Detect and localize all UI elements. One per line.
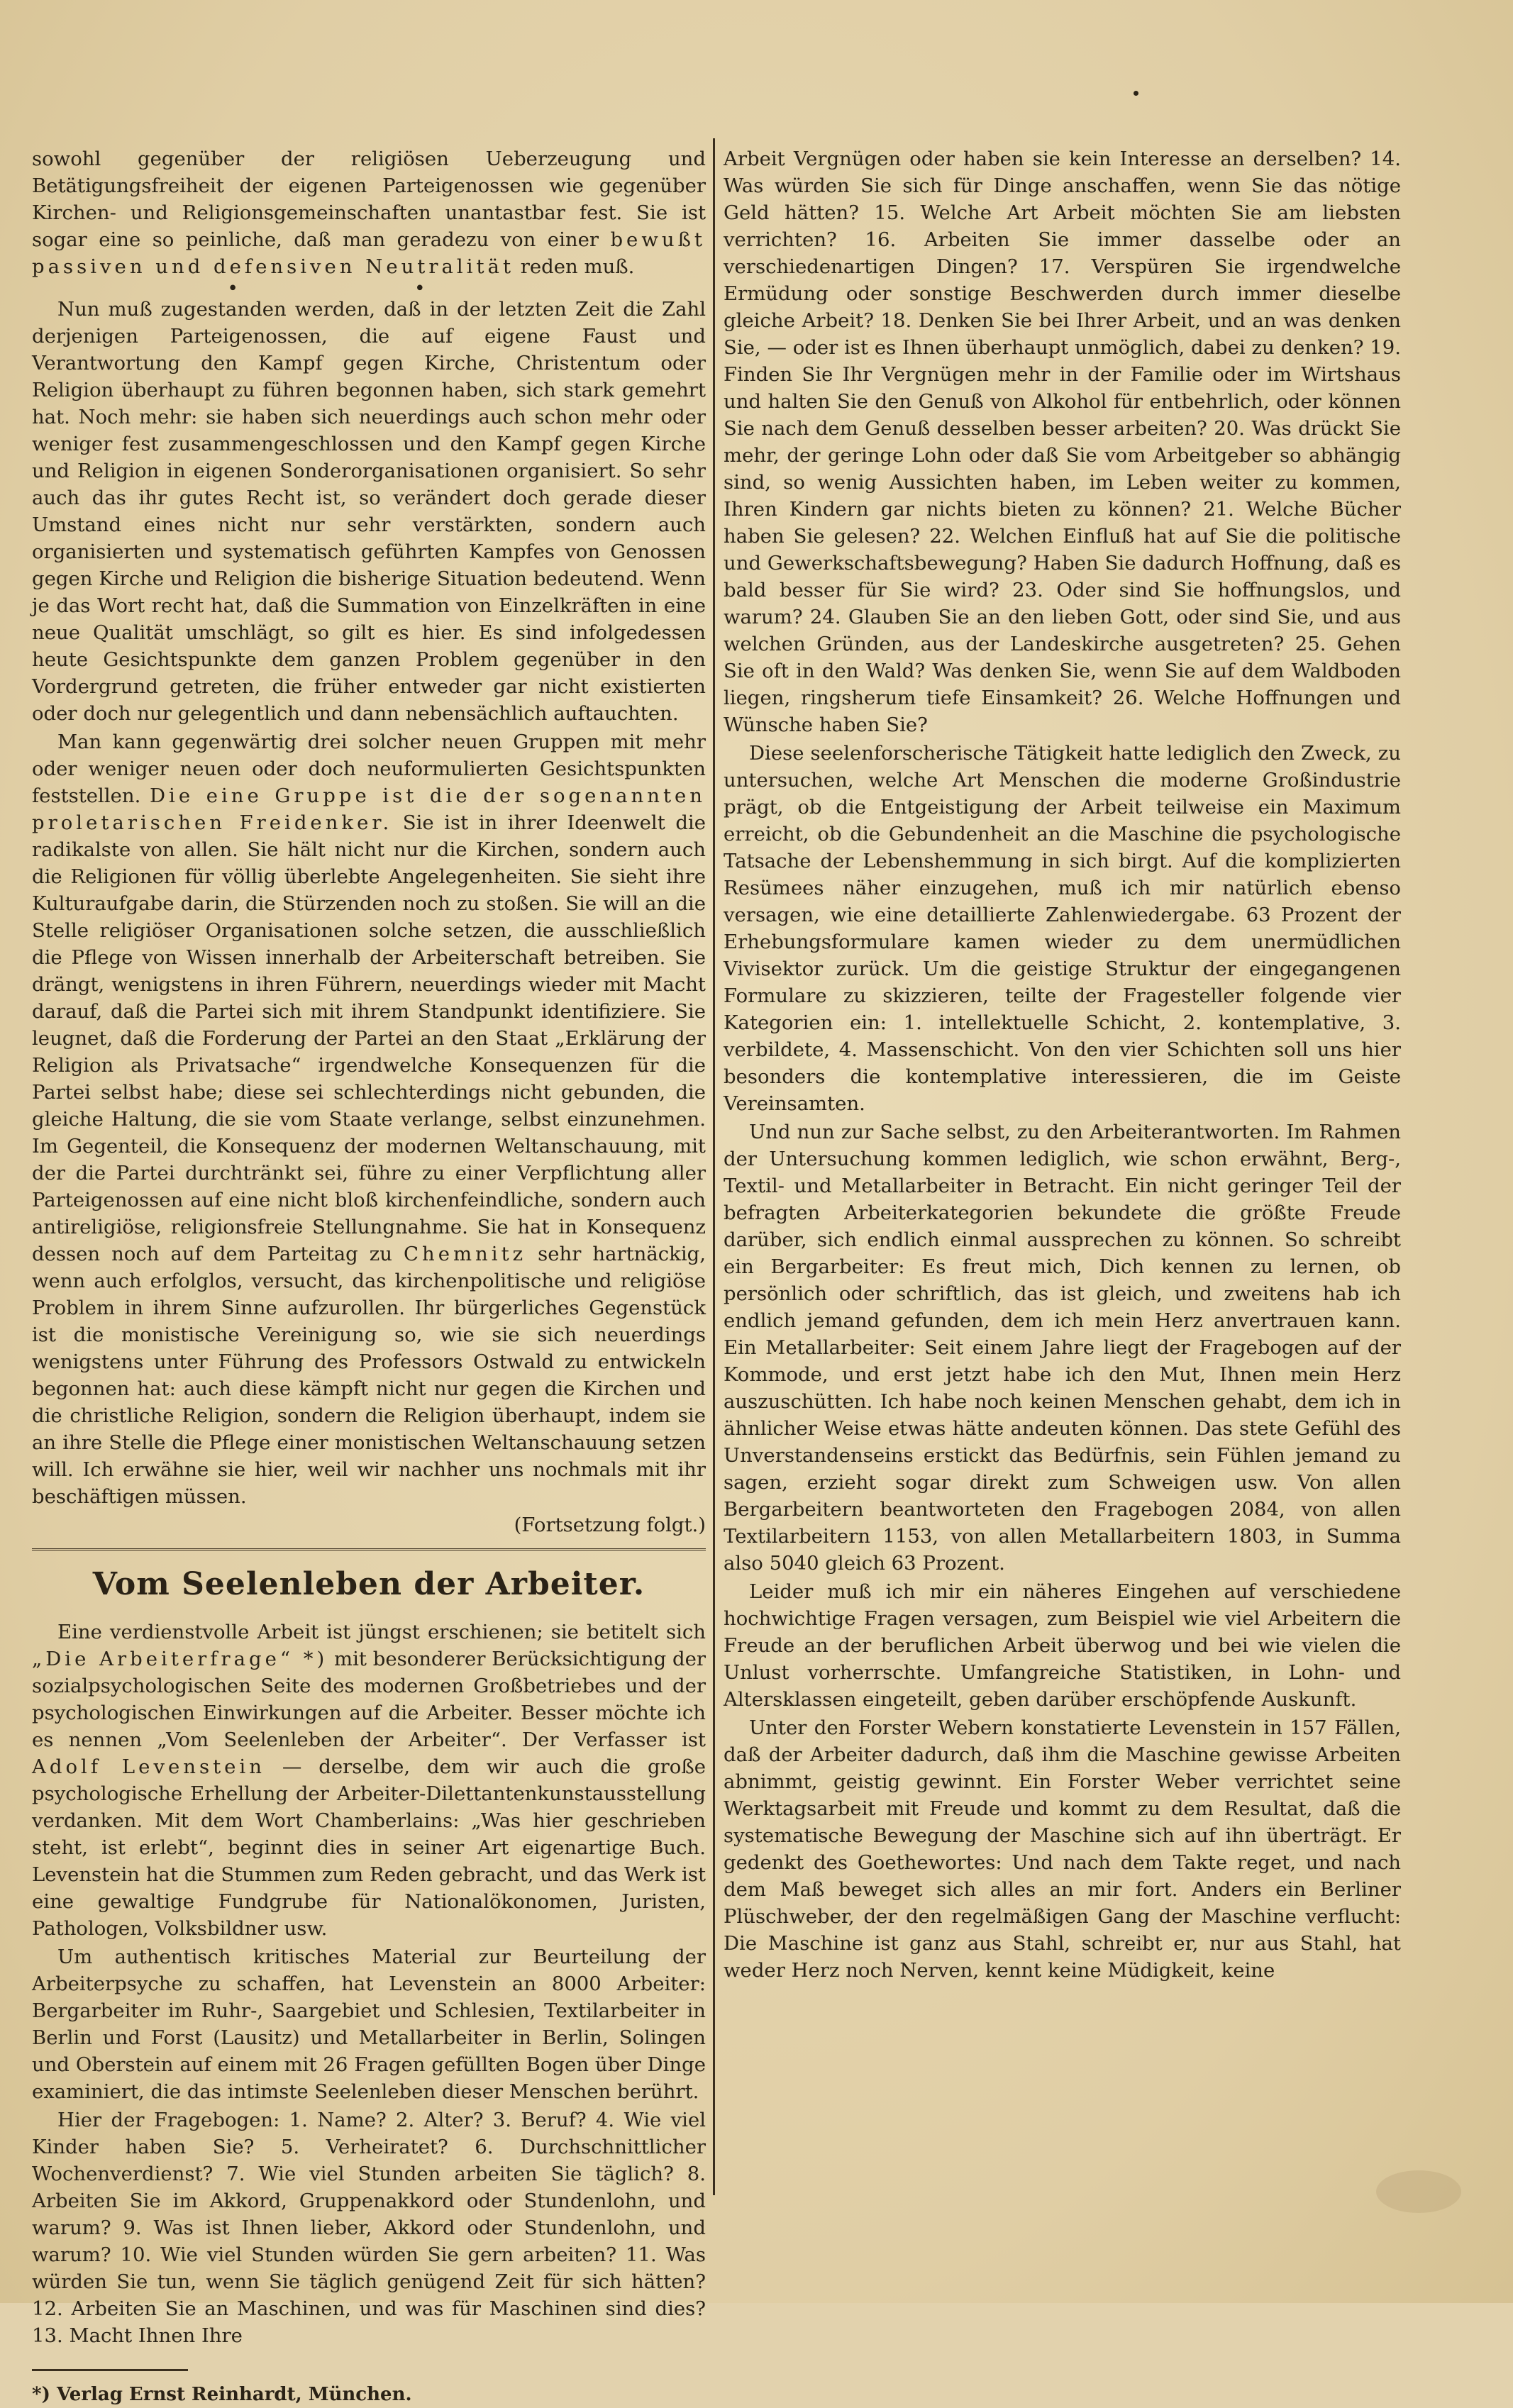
continued-note: (Fortsetzung folgt.) [514, 1514, 706, 1536]
right-column [724, 145, 1401, 2197]
left-column [32, 145, 706, 2405]
paragraph: Um authentisch kritisches Material zur Beurteilung der Arbeiterpsyche zu schaffen, hat Levenstein an 8000 Arbeiter: Bergarbeiter im Ruhr-, Saargebiet und Schlesien, Textilarbeiter in Berlin und Forst (Lausitz) und Metallarbeiter in Berlin, Solingen und Oberstein auf einem mit 26 Fragen gefüllten Bogen über Dinge examiniert, die das intimste Seelenleben dieser Menschen berührt. [32, 1946, 706, 2103]
paragraph: Diese seelenforscherische Tätigkeit hatte lediglich den Zweck, zu untersuchen, welche Art Menschen die moderne Großindustrie prägt, ob die Entgeistigung der Arbeit teilweise ein Maximum erreicht, ob die Gebundenheit an die Maschine die psychologische Tatsache der Lebenshemmung in sich birgt. Auf die komplizierten Resümees näher einzugehen, muß ich mir natürlich ebenso versagen, wie eine detaillierte Zahlenwiedergabe. 63 Prozent der Erhebungsformulare kamen wieder zu dem unermüdlichen Vivisektor zurück. Um die geistige Struktur der eingegangenen Formulare zu skizzieren, teilte der Fragesteller folgende vier Kategorien ein: 1. intellektuelle Schicht, 2. kontemplative, 3. verbildete, 4. Massenschicht. Von den vier Schichten soll uns hier besonders die kontemplative interessieren, die im Geiste Vereinsamten. [724, 742, 1401, 1115]
paragraph: Und nun zur Sache selbst, zu den Arbeiterantworten. Im Rahmen der Untersuchung kommen lediglich, wie schon erwähnt, Berg-, Textil- und Metallarbeiter in Betracht. Ein nicht geringer Teil der befragten Arbeiterkategorien bekundete die größte Freude darüber, sich endlich einmal aussprechen zu können. So schreibt ein Bergarbeiter: Es freut mich, Dich kennen zu lernen, ob persönlich oder schriftlich, das ist gleich, und zweitens hab ich endlich jemand gefunden, dem ich mein Herz anvertrauen kann. Ein Metallarbeiter: Seit einem Jahre liegt der Fragebogen auf der Kommode, und erst jetzt habe ich den Mut, Ihnen mein Herz auszuschütten. Ich habe noch keinen Menschen gehabt, dem ich in ähnlicher Weise etwas hätte andeuten können. Das stete Gefühl des Unverstandenseins erstickt das Bedürfnis, sein Fühlen jemand zu sagen, erzieht sogar direkt zum Schweigen usw. Von allen Bergarbeitern beantworteten den Fragebogen 2084, von allen Textilarbeitern 1153, von allen Metallarbeitern 1803, in Summa also 5040 gleich 63 Prozent. [724, 1121, 1401, 1575]
paragraph: Leider muß ich mir ein näheres Eingehen auf verschiedene hochwichtige Fragen versagen, zum Beispiel wie viel Arbeitern die Freude an der beruflichen Arbeit überwog und bei wie vielen die Unlust vorherrschte. Umfangreiche Statistiken, in Lohn- und Altersklassen eingeteilt, geben darüber erschöpfende Auskunft. [724, 1580, 1401, 1711]
section-rule [32, 1548, 706, 1553]
paragraph: Eine verdienstvolle Arbeit ist jüngst erschienen; sie betitelt sich „Die Arbeiterfrage“ *) mit besonderer Berücksichtigung der sozialpsychologischen Seite des modernen Großbetriebes und der psychologischen Einwirkungen auf die Arbeiter. Besser möchte ich es nennen „Vom Seelenleben der Arbeiter“. Der Verfasser ist Adolf Levenstein — derselbe, dem wir auch die große psychologische Erhellung der Arbeiter-Dilettantenkunstausstellung verdanken. Mit dem Wort Chamberlains: „Was hier geschrieben steht, ist erlebt“, beginnt dies in seiner Art eigenartige Buch. Levenstein hat die Stummen zum Reden gebracht, und das Werk ist eine gewaltige Fundgrube für Nationalökonomen, Juristen, Pathologen, Volksbildner usw. [32, 1621, 706, 1940]
paragraph: Unter den Forster Webern konstatierte Levenstein in 157 Fällen, daß der Arbeiter dadurch, daß ihm die Maschine gewisse Arbeiten abnimmt, geistig gewinnt. Ein Forster Weber verrichtet seine Werktagsarbeit mit Freude und kommt zu dem Resultat, daß die systematische Bewegung der Maschine sich auf ihn überträgt. Er gedenkt des Goethewortes: Und nach dem Takte reget, und nach dem Maß beweget sich alles an mir fort. Anders ein Berliner Plüschweber, der den regelmäßigen Gang der Maschine verflucht: Die Maschine ist ganz aus Stahl, schreibt er, nur aus Stahl, hat weder Herz noch Nerven, kennt keine Müdigkeit, keine [724, 1716, 1401, 1982]
footnote-rule [32, 2369, 188, 2371]
column-divider [713, 138, 715, 2195]
paragraph: Arbeit Vergnügen oder haben sie kein Interesse an derselben? 14. Was würden Sie sich für Dinge anschaffen, wenn Sie das nötige Geld hätten? 15. Welche Art Arbeit möchten Sie am liebsten verrichten? 16. Arbeiten Sie immer dasselbe oder an verschiedenartigen Dingen? 17. Verspüren Sie irgendwelche Ermüdung oder sonstige Beschwerden durch immer dieselbe gleiche Arbeit? 18. Denken Sie bei Ihrer Arbeit, und an was denken Sie, — oder ist es Ihnen überhaupt unmöglich, dabei zu denken? 19. Finden Sie Ihr Vergnügen mehr in der Familie oder im Wirtshaus und halten Sie den Genuß von Alkohol für entbehrlich, oder können Sie nach dem Genuß desselben besser arbeiten? 20. Was drückt Sie mehr, der geringe Lohn oder daß Sie vom Arbeitgeber so abhängig sind, so wenig Aussichten haben, im Leben weiter zu kommen, Ihren Kindern gar nichts bieten zu können? 21. Welche Bücher haben Sie gelesen? 22. Welchen Einfluß hat auf Sie die politische und Gewerkschaftsbewegung? Haben Sie dadurch Hoffnung, daß es bald besser für Sie wird? 23. Oder sind Sie hoffnungslos, und warum? 24. Glauben Sie an den lieben Gott, oder sind Sie, und aus welchen Gründen, aus der Landeskirche ausgetreten? 25. Gehen Sie oft in den Wald? Was denken Sie, wenn Sie auf dem Waldboden liegen, ringsherum tiefe Einsamkeit? 26. Welche Hoffnungen und Wünsche haben Sie? [724, 148, 1401, 736]
paragraph: Nun muß zugestanden werden, daß in der letzten Zeit die Zahl derjenigen Parteigenossen, die auf eigene Faust und Verantwortung den Kampf gegen Kirche, Christentum oder Religion überhaupt zu führen begonnen haben, sich stark gemehrt hat. Noch mehr: sie haben sich neuerdings auch schon mehr oder weniger fest zusammengeschlossen und den Kampf gegen Kirche und Religion in eigenen Sonderorganisationen organisiert. So sehr auch das ihr gutes Recht ist, so verändert doch gerade dieser Umstand eines nicht nur sehr verstärkten, sondern auch organisierten und systematisch geführten Kampfes von Genossen gegen Kirche und Religion die bisherige Situation bedeutend. Wenn je das Wort recht hat, daß die Summation von Einzelkräften in eine neue Qualität umschlägt, so gilt es hier. Es sind infolgedessen heute Gesichtspunkte dem ganzen Problem gegenüber in den Vordergrund getreten, die früher entweder gar nicht existierten oder doch nur gelegentlich und dann nebensächlich auftauchten. [32, 298, 706, 725]
separator-dots: • • [227, 278, 511, 299]
article-title: Vom Seelenleben der Arbeiter. [92, 1566, 645, 1602]
paragraph: sowohl gegenüber der religiösen Ueberzeugung und Betätigungsfreiheit der eigenen Parteigenossen wie gegenüber Kirchen- und Religionsgemeinschaften unantastbar fest. Sie ist sogar eine so peinliche, daß man geradezu von einer bewußt passiven und defensiven Neutralität reden muß. [32, 148, 706, 278]
paragraph: Hier der Fragebogen: 1. Name? 2. Alter? 3. Beruf? 4. Wie viel Kinder haben Sie? 5. Verheiratet? 6. Durchschnittlicher Wochenverdienst? 7. Wie viel Stunden arbeiten Sie täglich? 8. Arbeiten Sie im Akkord, Gruppenakkord oder Stundenlohn, und warum? 9. Was ist Ihnen lieber, Akkord oder Stundenlohn, und warum? 10. Wie viel Stunden würden Sie gern arbeiten? 11. Was würden Sie tun, wenn Sie täglich genügend Zeit für sich hätten? 12. Arbeiten Sie an Maschinen, und was für Maschinen sind dies? 13. Macht Ihnen Ihre [32, 2109, 706, 2347]
footnote: *) Verlag Ernst Reinhardt, München. [32, 2384, 412, 2405]
paragraph: Man kann gegenwärtig drei solcher neuen Gruppen mit mehr oder weniger neuen oder doch neuformulierten Gesichtspunkten feststellen. Die eine Gruppe ist die der sogenannten proletarischen Freidenker. Sie ist in ihrer Ideenwelt die radikalste von allen. Sie hält nicht nur die Kirchen, sondern auch die Religionen für völlig überlebte Angelegenheiten. Sie sieht ihre Kulturaufgabe darin, die Stürzenden noch zu stoßen. Sie will an die Stelle religiöser Organisationen solche setzen, die ausschließlich die Pflege von Wissen innerhalb der Arbeiterschaft betreiben. Sie drängt, wenigstens in ihren Führern, neuerdings wieder mit Macht darauf, daß die Partei sich mit ihrem Standpunkt identifiziere. Sie leugnet, daß die Forderung der Partei an den Staat „Erklärung der Religion als Privatsache“ irgendwelche Konsequenzen für die Partei selbst habe; diese sei schlechterdings nicht gebunden, die gleiche Haltung, die sie vom Staate verlange, selbst einzunehmen. Im Gegenteil, die Konsequenz der modernen Weltanschauung, mit der die Partei durchtränkt sei, führe zu einer Verpflichtung aller Parteigenossen auf eine nicht bloß kirchenfeindliche, sondern auch antireligiöse, religionsfreie Stellungnahme. Sie hat in Konsequenz dessen noch auf dem Parteitag zu Chemnitz sehr hartnäckig, wenn auch erfolglos, versucht, das kirchenpolitische und religiöse Problem in ihrem Sinne aufzurollen. Ihr bürgerliches Gegenstück ist die monistische Vereinigung so, wie sie sich neuerdings wenigstens unter Führung des Professors Ostwald zu entwickeln begonnen hat: auch diese kämpft nicht nur gegen die Kirchen und die christliche Religion, sondern die Religion überhaupt, indem sie an ihre Stelle die Pflege einer monistischen Weltanschauung setzen will. Ich erwähne sie hier, weil wir nachher uns nochmals mit ihr beschäftigen müssen. [32, 731, 706, 1508]
ink-dot [1134, 91, 1138, 96]
